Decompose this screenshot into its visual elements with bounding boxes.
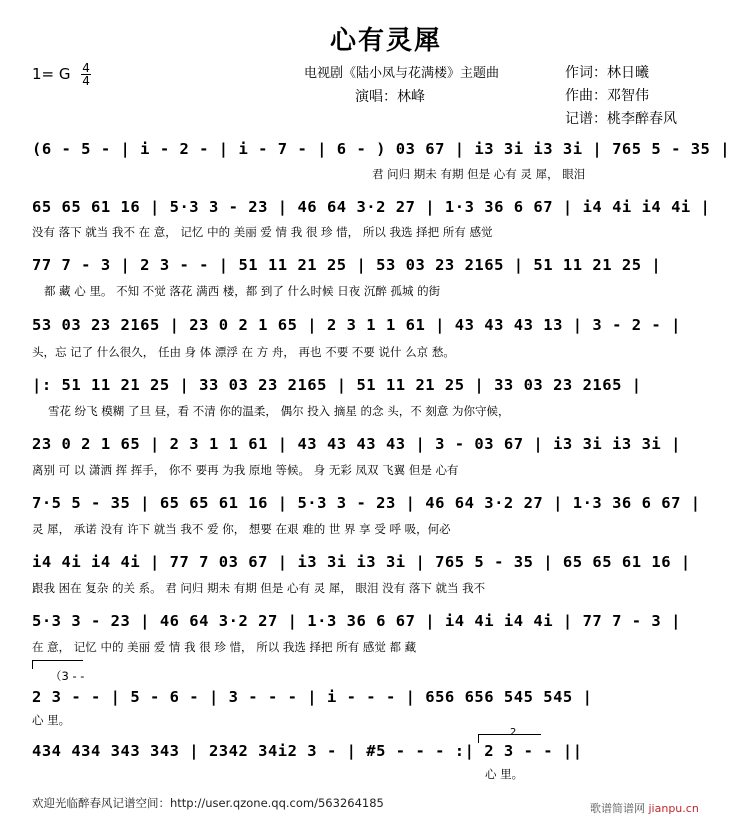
time-signature-bottom: 4 xyxy=(82,74,90,88)
subtitle: 电视剧《陆小凤与花满楼》主题曲 xyxy=(304,66,500,81)
score-row-11-notes: 434 434 343 343 | 2342 34i2 3 - | #5 - - - :| 2 3 - - || xyxy=(32,742,583,760)
volta-first-label: （3 - - xyxy=(50,669,85,683)
singer: 演唱：林峰 xyxy=(355,89,425,105)
score-row-1-notes: (6 - 5 - | i - 2 - | i - 7 - | 6 - ) 03 67 | i3 3i i3 3i | 765 5 - 35 | xyxy=(32,140,731,158)
score-row-10-lyrics: 心 里。 xyxy=(32,713,71,727)
score-row-2-lyrics: 没有 落下 就当 我不 在 意， 记忆 中的 美丽 爱 情 我 很 珍 惜， 所以 我选 择把 所有 感觉 xyxy=(32,225,493,239)
time-signature xyxy=(81,62,91,87)
score-row-5-lyrics: 雪花 纷飞 模糊 了旦 昼，看 不清 你的温柔， 偶尔 投入 摘星 的念 头，不 刻意 为你守候， xyxy=(48,404,510,418)
footer-credit: 欢迎光临醉春风记谱空间：http://user.qzone.qq.com/563264185 xyxy=(32,796,384,810)
watermark xyxy=(590,800,699,816)
score-row-4-notes: 53 03 23 2165 | 23 0 2 1 65 | 2 3 1 1 61 | 43 43 43 13 | 3 - 2 - | xyxy=(32,316,681,334)
score-row-1-lyrics: 君 问归 期未 有期 但是 心有 灵 犀， 眼泪 xyxy=(372,167,586,181)
lyricist: 作词：林日曦 xyxy=(565,65,649,81)
watermark-site: jianpu.cn xyxy=(648,802,699,815)
score-row-9-lyrics: 在 意， 记忆 中的 美丽 爱 情 我 很 珍 惜， 所以 我选 择把 所有 感觉 都 藏 xyxy=(32,640,417,654)
score-row-7-notes: 7·5 5 - 35 | 65 65 61 16 | 5·3 3 - 23 | 46 64 3·2 27 | 1·3 36 6 67 | xyxy=(32,494,701,512)
score-row-3-lyrics: 都 藏 心 里。 不知 不觉 落花 满西 楼，都 到了 什么时候 日夜 沉醉 孤城 的街 xyxy=(44,284,441,298)
score-row-4-lyrics: 头，忘 记了 什么很久， 任由 身 体 漂浮 在 方 舟， 再也 不要 不要 说什 么京 愁。 xyxy=(32,345,455,359)
score-row-8-lyrics: 跟我 困在 复杂 的关 系。 君 问归 期未 有期 但是 心有 灵 犀， 眼泪 没有 落下 就当 我不 xyxy=(32,581,486,595)
composer: 作曲：邓智伟 xyxy=(565,88,649,104)
score-row-5-notes: |: 51 11 21 25 | 33 03 23 2165 | 51 11 21 25 | 33 03 23 2165 | xyxy=(32,376,642,394)
score-row-7-lyrics: 灵 犀， 承诺 没有 许下 就当 我不 爱 你， 想要 在艰 难的 世 界 享 受 呼 吸，何必 xyxy=(32,522,451,536)
key-label: 1= G xyxy=(32,65,71,83)
key-signature xyxy=(32,62,91,87)
score-row-6-notes: 23 0 2 1 65 | 2 3 1 1 61 | 43 43 43 43 | 3 - 03 67 | i3 3i i3 3i | xyxy=(32,435,681,453)
score-row-11-lyrics: 心 里。 xyxy=(485,767,524,781)
score-row-8-notes: i4 4i i4 4i | 77 7 03 67 | i3 3i i3 3i | 765 5 - 35 | 65 65 61 16 | xyxy=(32,553,691,571)
score-row-2-notes: 65 65 61 16 | 5·3 3 - 23 | 46 64 3·2 27 | 1·3 36 6 67 | i4 4i i4 4i | xyxy=(32,198,711,216)
transcriber: 记谱：桃李醉春风 xyxy=(565,111,677,127)
time-signature-top: 4 xyxy=(82,61,90,75)
song-title: 心有灵犀 xyxy=(330,26,443,56)
score-row-9-notes: 5·3 3 - 23 | 46 64 3·2 27 | 1·3 36 6 67 | i4 4i i4 4i | 77 7 - 3 | xyxy=(32,612,681,630)
score-row-10-notes: 2 3 - - | 5 - 6 - | 3 - - - | i - - - | 656 656 545 545 | xyxy=(32,688,593,706)
volta-second-label: 2 xyxy=(510,727,517,738)
watermark-prefix: 歌谱简谱网 xyxy=(590,802,645,815)
score-row-6-lyrics: 离别 可 以 潇洒 挥 挥手， 你不 要再 为我 原地 等候。 身 无彩 凤双 飞翼 但是 心有 xyxy=(32,463,459,477)
score-row-3-notes: 77 7 - 3 | 2 3 - - | 51 11 21 25 | 53 03 23 2165 | 51 11 21 25 | xyxy=(32,256,662,274)
